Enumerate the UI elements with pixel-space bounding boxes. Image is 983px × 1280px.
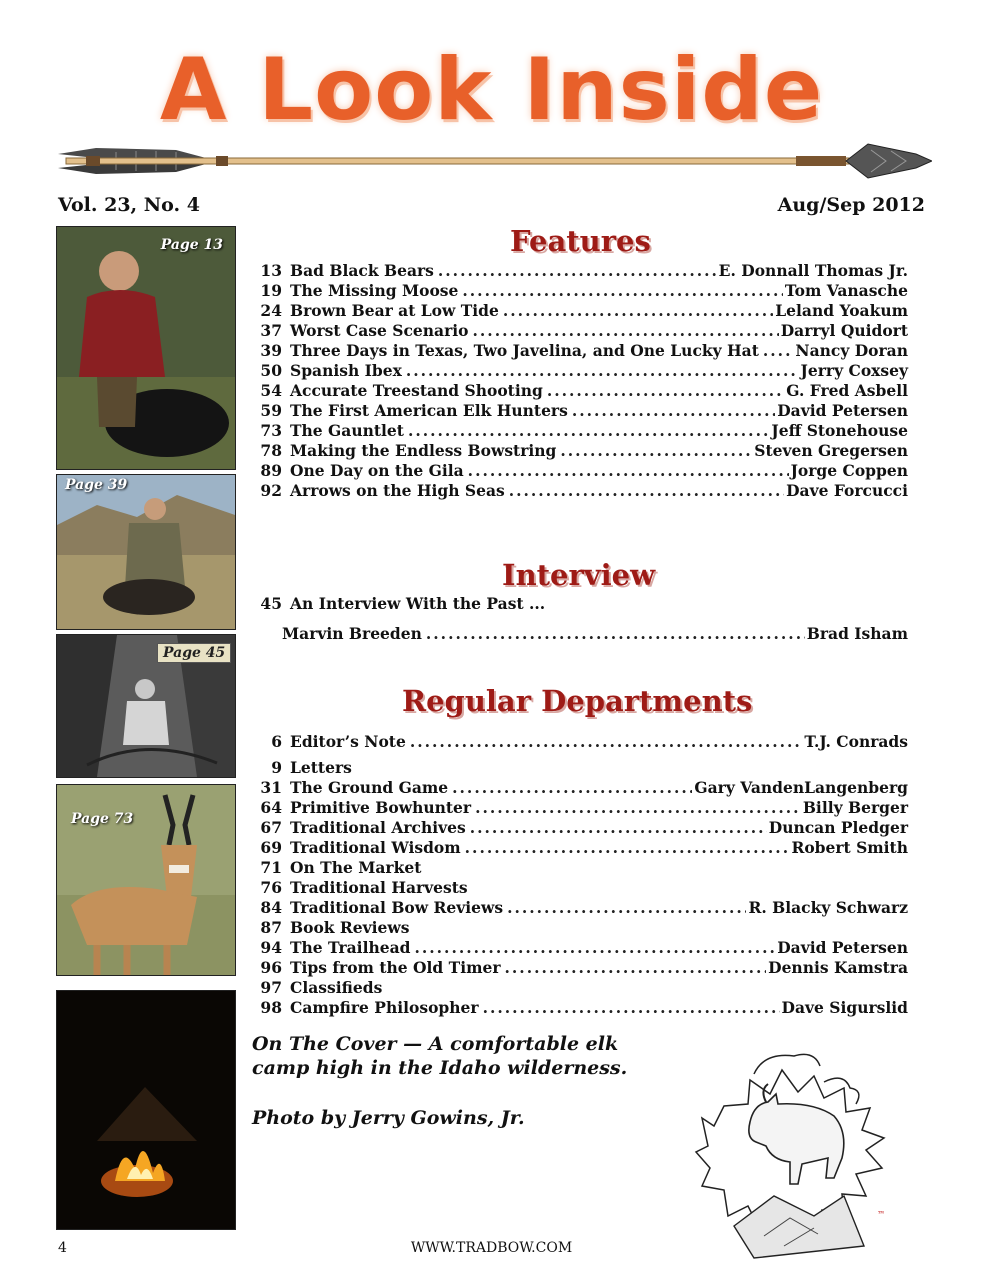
- list-item: [252, 918, 908, 938]
- toc-leader: [470, 818, 767, 838]
- toc-leader: [473, 321, 779, 341]
- toc-leader: [560, 441, 752, 461]
- toc-author: R. Blacky Schwarz: [748, 898, 908, 917]
- list-item: [252, 958, 908, 978]
- toc-title: The First American Elk Hunters: [290, 401, 568, 420]
- list-item: [252, 998, 908, 1018]
- toc-title: Campfire Philosopher: [290, 998, 479, 1017]
- toc-title: The Trailhead: [290, 938, 411, 957]
- toc-title: Brown Bear at Low Tide: [290, 301, 499, 320]
- toc-title: One Day on the Gila: [290, 461, 464, 480]
- toc-author: Darryl Quidort: [780, 321, 908, 340]
- toc-page: 98: [260, 998, 282, 1017]
- toc-page: 76: [260, 878, 282, 897]
- toc-leader: [547, 381, 784, 401]
- interview-list: [252, 594, 908, 644]
- toc-title: Traditional Archives: [290, 818, 466, 837]
- toc-author: Dennis Kamstra: [768, 958, 908, 977]
- toc-leader: [763, 341, 794, 361]
- toc-page: 96: [260, 958, 282, 977]
- list-item: [252, 321, 908, 341]
- toc-page: 97: [260, 978, 282, 997]
- toc-title: Three Days in Texas, Two Javelina, and One Lucky Hat: [290, 341, 759, 360]
- list-item: [252, 978, 908, 998]
- toc-page: 78: [260, 441, 282, 460]
- toc-page: 50: [260, 361, 282, 380]
- toc-leader: [505, 958, 767, 978]
- toc-page: 54: [260, 381, 282, 400]
- photo-elk-camp-cover: [56, 990, 236, 1230]
- photo-label: Page 45: [157, 643, 231, 663]
- toc-page: 19: [260, 281, 282, 300]
- toc-title: Letters: [290, 758, 352, 777]
- list-item: [252, 818, 908, 838]
- toc-page: 71: [260, 858, 282, 877]
- list-item: [252, 758, 908, 778]
- toc-author: Jeff Stonehouse: [771, 421, 908, 440]
- toc-page: 92: [260, 481, 282, 500]
- list-item: [252, 732, 908, 752]
- toc-leader: [426, 624, 805, 644]
- toc-title: Classifieds: [290, 978, 383, 997]
- toc-author: Gary VandenLangenberg: [694, 778, 908, 797]
- list-item: [252, 461, 908, 481]
- toc-leader: [468, 461, 789, 481]
- toc-page: 64: [260, 798, 282, 817]
- toc-title: Traditional Bow Reviews: [290, 898, 504, 917]
- toc-author: Dave Sigurslid: [781, 998, 908, 1017]
- toc-author: Tom Vanasche: [784, 281, 908, 300]
- page-number: 4: [58, 1240, 67, 1256]
- toc-leader: [406, 361, 799, 381]
- toc-page: 39: [260, 341, 282, 360]
- issue-date: Aug/Sep 2012: [777, 194, 925, 216]
- toc-title: Book Reviews: [290, 918, 410, 937]
- list-item: [252, 798, 908, 818]
- toc-page: 94: [260, 938, 282, 957]
- photo-page-73: [56, 784, 236, 976]
- list-item: [252, 341, 908, 361]
- list-item: [252, 838, 908, 858]
- toc-title: Bad Black Bears: [290, 261, 434, 280]
- toc-page: 59: [260, 401, 282, 420]
- toc-author: G. Fred Asbell: [786, 381, 908, 400]
- toc-title: Traditional Wisdom: [290, 838, 461, 857]
- toc-page: 24: [260, 301, 282, 320]
- toc-leader: [507, 898, 746, 918]
- masthead-title: A Look Inside: [159, 40, 824, 140]
- toc-title: The Ground Game: [290, 778, 449, 797]
- toc-author: Dave Forcucci: [786, 481, 908, 500]
- toc-author: Brad Isham: [806, 624, 908, 643]
- toc-title: Editor’s Note: [290, 732, 406, 751]
- list-item: [252, 281, 908, 301]
- interview-heading: Interview: [502, 558, 656, 592]
- toc-title: Accurate Treestand Shooting: [290, 381, 543, 400]
- list-item: [252, 261, 908, 281]
- toc-author: Nancy Doran: [795, 341, 908, 360]
- toc-author: Robert Smith: [791, 838, 908, 857]
- photo-page-13: [56, 226, 236, 470]
- toc-page: 9: [271, 758, 282, 777]
- toc-author: T.J. Conrads: [804, 732, 908, 751]
- toc-title: Worst Case Scenario: [290, 321, 469, 340]
- toc-author: David Petersen: [777, 401, 908, 420]
- toc-leader: [414, 938, 775, 958]
- toc-leader: [408, 421, 769, 441]
- toc-leader: [483, 998, 780, 1018]
- toc-title: On The Market: [290, 858, 422, 877]
- departments-list: [252, 732, 908, 1018]
- toc-leader: [465, 838, 790, 858]
- toc-page: 6: [271, 732, 282, 751]
- photo-page-39: [56, 474, 236, 630]
- features-list: [252, 261, 908, 501]
- toc-page: 13: [260, 261, 282, 280]
- toc-page: 89: [260, 461, 282, 480]
- toc-title: The Missing Moose: [290, 281, 459, 300]
- toc-author: Leland Yoakum: [775, 301, 908, 320]
- list-item: [252, 441, 908, 461]
- list-item: [252, 778, 908, 798]
- toc-leader: [503, 301, 773, 321]
- toc-page: 37: [260, 321, 282, 340]
- toc-title: Tips from the Old Timer: [290, 958, 501, 977]
- toc-author: Jerry Coxsey: [800, 361, 908, 380]
- toc-author: Billy Berger: [802, 798, 908, 817]
- features-heading: Features: [510, 224, 651, 258]
- toc-leader: [410, 732, 803, 752]
- toc-author: David Petersen: [777, 938, 908, 957]
- toc-title: Primitive Bowhunter: [290, 798, 472, 817]
- list-item: [252, 361, 908, 381]
- photo-label: Page 13: [160, 237, 223, 253]
- photo-label: Page 73: [71, 811, 134, 827]
- list-item: [252, 938, 908, 958]
- toc-title: Traditional Harvests: [290, 878, 468, 897]
- issue-volume: Vol. 23, No. 4: [58, 194, 200, 216]
- list-item: [252, 858, 908, 878]
- toc-title: The Gauntlet: [290, 421, 404, 440]
- toc-author: Jorge Coppen: [790, 461, 908, 480]
- photo-label: Page 39: [65, 477, 128, 493]
- toc-page: 84: [260, 898, 282, 917]
- toc-page: 45: [260, 594, 282, 613]
- list-item: [252, 401, 908, 421]
- toc-leader: [452, 778, 692, 798]
- toc-title: Spanish Ibex: [290, 361, 402, 380]
- photo-page-45: [56, 634, 236, 778]
- toc-leader: [475, 798, 801, 818]
- toc-page: 87: [260, 918, 282, 937]
- toc-author: E. Donnall Thomas Jr.: [718, 261, 908, 280]
- toc-title: Making the Endless Bowstring: [290, 441, 557, 460]
- list-item: [252, 301, 908, 321]
- toc-leader: [572, 401, 775, 421]
- toc-leader: [509, 481, 784, 501]
- list-item: [252, 594, 908, 614]
- list-item: [252, 898, 908, 918]
- toc-page: 73: [260, 421, 282, 440]
- list-item: [252, 481, 908, 501]
- toc-title: An Interview With the Past ...: [290, 594, 546, 613]
- list-item: [252, 878, 908, 898]
- toc-page: 31: [260, 778, 282, 797]
- mountain-goat-icon: [694, 1046, 890, 1268]
- list-item: [252, 381, 908, 401]
- arrow-divider-icon: [56, 136, 932, 186]
- cover-caption-text: On The Cover — A comfortable elk camp high in the Idaho wilderness.: [252, 1033, 628, 1079]
- toc-title: Marvin Breeden: [282, 624, 422, 643]
- toc-title: Arrows on the High Seas: [290, 481, 505, 500]
- departments-heading: Regular Departments: [402, 684, 753, 718]
- footer-url: WWW.TRADBOW.COM: [410, 1240, 573, 1256]
- cover-photo-credit: Photo by Jerry Gowins, Jr.: [252, 1107, 525, 1129]
- toc-author: Duncan Pledger: [768, 818, 908, 837]
- cover-caption: [252, 1032, 652, 1130]
- toc-leader: [438, 261, 717, 281]
- toc-page: 69: [260, 838, 282, 857]
- list-item: [252, 421, 908, 441]
- toc-leader: [462, 281, 782, 301]
- toc-page: 67: [260, 818, 282, 837]
- trademark-mark: ™: [877, 1210, 885, 1219]
- list-item: [252, 624, 908, 644]
- toc-author: Steven Gregersen: [754, 441, 908, 460]
